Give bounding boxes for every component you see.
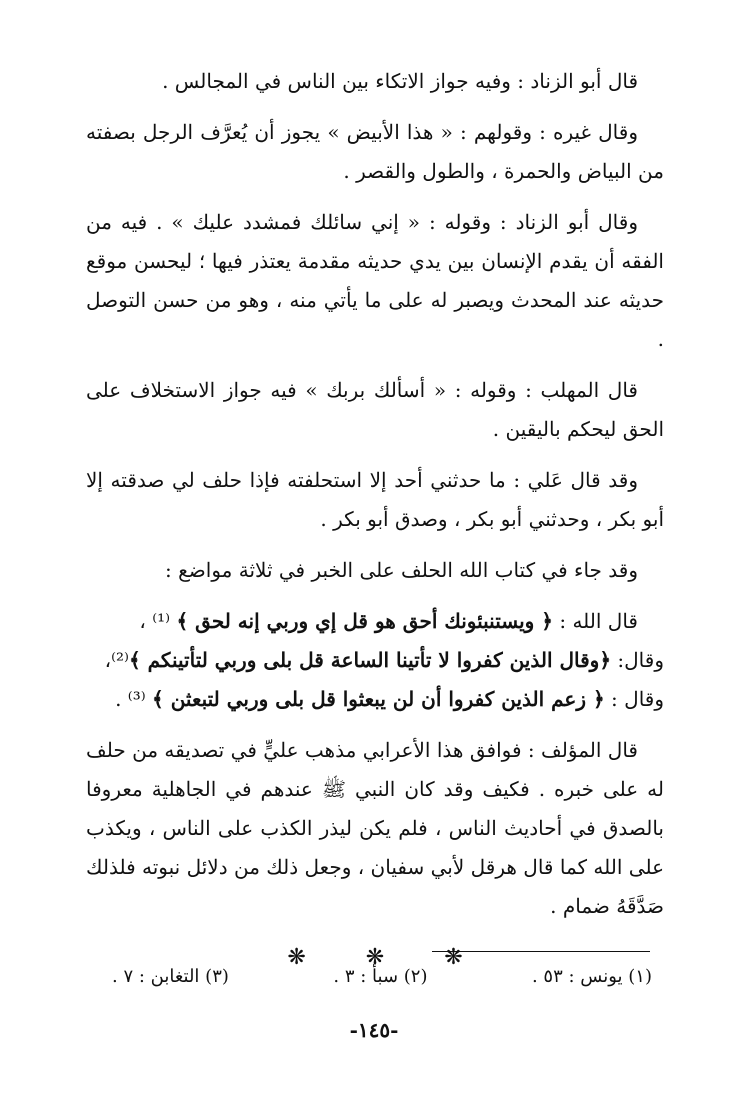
star-ornament-icon: ❋	[287, 945, 306, 970]
quote-prefix: وقال :	[604, 687, 664, 711]
quran-quotes	[86, 602, 664, 719]
footnotes	[112, 962, 652, 992]
footnote-divider	[432, 951, 650, 952]
footnote-2: (٢) سبأ : ٣ .	[333, 966, 428, 987]
paragraph-2: وقال غيره : وقولهم : « هذا الأبيض » يجوز أن يُعرَّف الرجل بصفته من البياض والحمرة ، والطول والقصر .	[86, 120, 664, 183]
paragraph-1: قال أبو الزناد : وفيه جواز الاتكاء بين الناس في المجالس .	[162, 69, 638, 93]
paragraph-4: قال المهلب : وقوله : « أسألك بربك » فيه جواز الاستخلاف على الحق ليحكم باليقين .	[86, 378, 664, 441]
quote-ref: ⁽³⁾ .	[115, 687, 153, 711]
quote-prefix: قال الله :	[553, 609, 638, 633]
quote-prefix: وقال:	[611, 648, 664, 672]
paragraph-6: وقد جاء في كتاب الله الحلف على الخبر في ثلاثة مواضع :	[165, 558, 638, 582]
page-number: -١٤٥-	[349, 1018, 399, 1042]
page-body	[86, 62, 664, 977]
paragraph-5: وقد قال عَلي : ما حدثني أحد إلا استحلفته فإذا حلف لي صدقته إلا أبو بكر ، وحدثني أبو بكر ، وصدق أبو بكر .	[86, 468, 664, 531]
star-ornament-icon: ❋	[444, 945, 463, 970]
quote-ref: ⁽²⁾،	[104, 648, 129, 672]
quran-verse: ﴿ زعم الذين كفروا أن لن يبعثوا قل بلى وربي لتبعثن ﴾	[152, 687, 605, 711]
closing-paragraph: قال المؤلف : فوافق هذا الأعرابي مذهب عليٍّ في تصديقه من حلف له على خبره . فكيف وقد كان النبي ﷺ عندهم في الجاهلية معروفا بالصدق في أحاديث الناس ، فلم يكن ليذر الكذب على الناس ، ويكذب على الله كما قال هرقل لأبي سفيان ، وجعل ذلك من دلائل نبوته فلذلك صَدَّقَهُ ضمام .	[86, 738, 664, 918]
quote-line-2	[86, 641, 664, 680]
footnote-1: (١) يونس : ٥٣ .	[531, 966, 652, 987]
quote-line-3	[86, 680, 664, 719]
star-ornament-icon: ❋	[365, 945, 385, 970]
footnote-3: (٣) التغابن : ٧ .	[112, 966, 229, 987]
quran-verse: ﴿وقال الذين كفروا لا تأتينا الساعة قل بلى وربي لتأتينكم ﴾	[128, 648, 612, 672]
quran-verse: ﴿ ويستنبئونك أحق هو قل إي وربي إنه لحق ﴾	[176, 609, 553, 633]
quote-line-1	[86, 602, 664, 641]
quote-ref: ⁽¹⁾ ،	[139, 609, 177, 633]
paragraph-3: وقال أبو الزناد : وقوله : « إني سائلك فمشدد عليك » . فيه من الفقه أن يقدم الإنسان بين يدي حديثه مقدمة يعتذر فيها ؛ ليحسن موقع حديثه عند المحدث ويصبر له على ما يأتي منه ، وهو من حسن التوصل .	[86, 210, 664, 351]
